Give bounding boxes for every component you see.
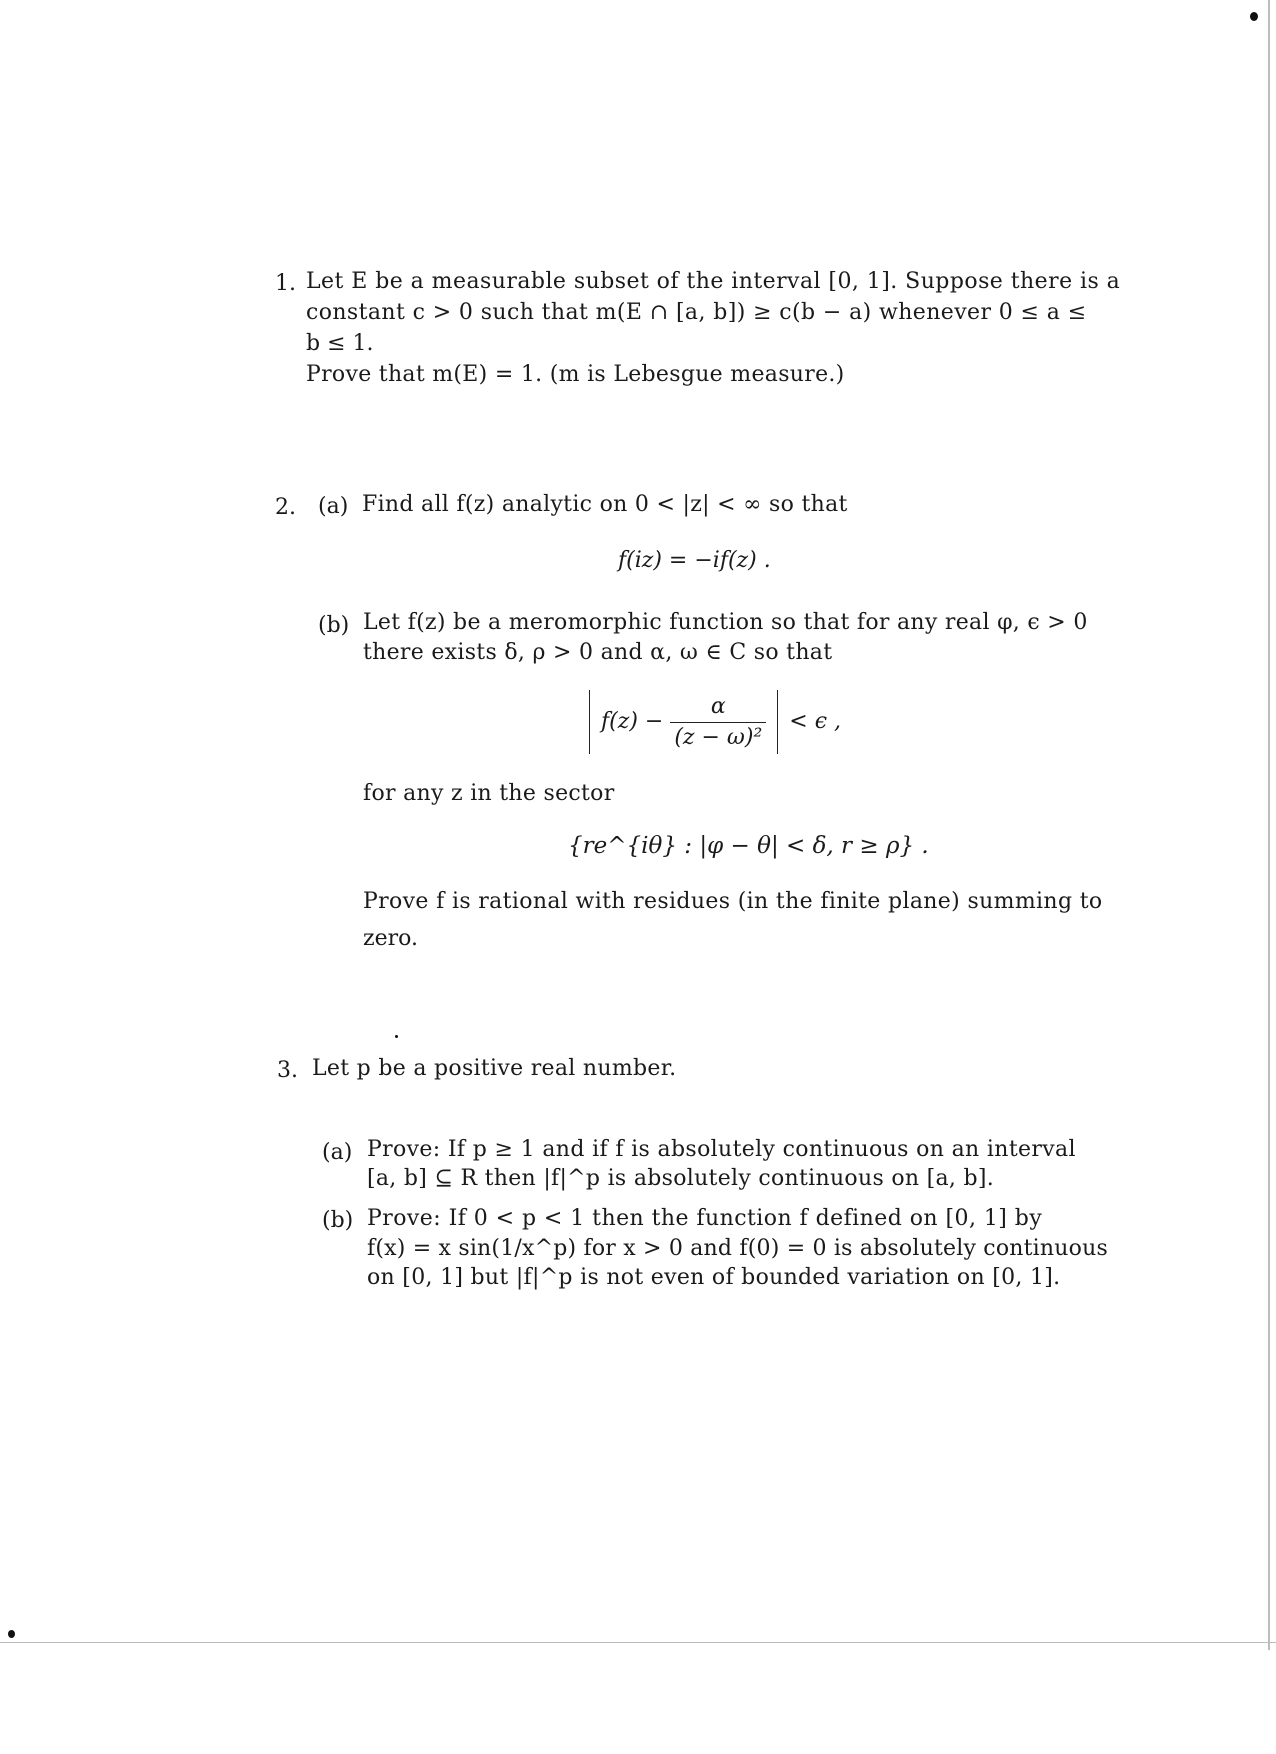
scan-speck-bottom-left xyxy=(8,1630,15,1638)
problem-2b-line-4: Prove f is rational with residues (in the finite plane) summing to xyxy=(363,889,1103,914)
problem-1-line-2: constant c > 0 such that m(E ∩ [a, b]) ≥ c(b − a) whenever 0 ≤ a ≤ xyxy=(306,300,1087,325)
problem-2a-text: Find all f(z) analytic on 0 < |z| < ∞ so that xyxy=(362,492,848,517)
problem-3b-line-3: on [0, 1] but |f|^p is not even of bounded variation on [0, 1]. xyxy=(367,1265,1061,1290)
problem-3b-label: (b) xyxy=(322,1208,354,1233)
problem-3-intro: Let p be a positive real number. xyxy=(312,1056,677,1081)
abs-bar-left xyxy=(589,690,590,754)
problem-2a-label: (a) xyxy=(318,494,349,519)
scan-edge-bottom xyxy=(0,1642,1276,1643)
scan-speck-top-right xyxy=(1250,12,1258,21)
abs-bar-right xyxy=(777,690,778,754)
problem-2a-equation: f(iz) = −if(z) . xyxy=(618,548,771,573)
scan-speck-mid xyxy=(395,1035,398,1038)
problem-3a-line-1: Prove: If p ≥ 1 and if f is absolutely continuous on an interval xyxy=(367,1137,1076,1162)
problem-2-number: 2. xyxy=(275,495,296,520)
problem-3-number: 3. xyxy=(277,1058,298,1083)
problem-3b-line-2: f(x) = x sin(1/x^p) for x > 0 and f(0) = 0 is absolutely continuous xyxy=(367,1236,1108,1261)
inequality-fraction xyxy=(670,692,766,753)
problem-3a-label: (a) xyxy=(322,1140,353,1165)
problem-2b-line-1: Let f(z) be a meromorphic function so that for any real φ, ϵ > 0 xyxy=(363,610,1088,635)
problem-3b-line-1: Prove: If 0 < p < 1 then the function f defined on [0, 1] by xyxy=(367,1206,1043,1231)
problem-1-line-1: Let E be a measurable subset of the interval [0, 1]. Suppose there is a xyxy=(306,269,1121,294)
problem-1-line-4: Prove that m(E) = 1. (m is Lebesgue measure.) xyxy=(306,362,845,387)
problem-2b-line-2: there exists δ, ρ > 0 and α, ω ∈ C so that xyxy=(363,640,833,665)
fraction-denominator: (z − ω)² xyxy=(670,722,766,753)
problem-1-line-3: b ≤ 1. xyxy=(306,331,374,356)
inequality-left-term: f(z) − xyxy=(601,709,664,734)
problem-2b-line-5: zero. xyxy=(363,926,418,951)
problem-3a-line-2: [a, b] ⊆ R then |f|^p is absolutely continuous on [a, b]. xyxy=(367,1166,995,1191)
fraction-numerator: α xyxy=(710,693,726,719)
problem-2b-sector: {re^{iθ} : |φ − θ| < δ, r ≥ ρ} . xyxy=(568,833,929,859)
scan-edge-right xyxy=(1268,0,1270,1650)
inequality-right-term: < ϵ , xyxy=(789,709,841,734)
problem-2b-label: (b) xyxy=(318,613,350,638)
problem-2b-inequality xyxy=(585,690,841,754)
problem-2b-line-3: for any z in the sector xyxy=(363,781,615,806)
problem-1-number: 1. xyxy=(275,271,296,296)
